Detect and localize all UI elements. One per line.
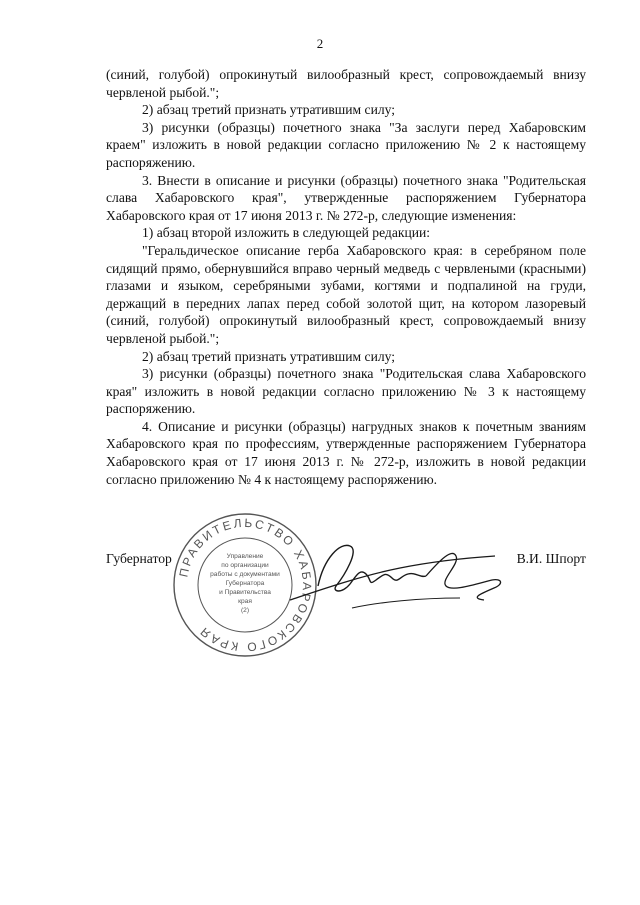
paragraph: 4. Описание и рисунки (образцы) нагрудных знаков к почетным званиям Хабаровского края по профессиям, утвержденные распоряжением Губернатора Хабаровского края от 17 июня 2013 г. № 272-р, изложить в новой редакции согласно приложению № 4 к настоящему распоряжению. xyxy=(106,418,586,487)
paragraph: 2) абзац третий признать утратившим силу; xyxy=(142,102,396,118)
signer-name: В.И. Шпорт xyxy=(516,551,586,566)
paragraph: 2) абзац третий признать утратившим силу; xyxy=(142,348,396,364)
page-number: 2 xyxy=(316,36,324,51)
stamp-center-line: по организации xyxy=(221,562,269,569)
paragraph: 3. Внести в описание и рисунки (образцы) почетного знака "Родительская слава Хабаровского края", утвержденные распоряжением Губернатора Хабаровского края от 17 июня 2013 г. № 272-р, следующие изменения: xyxy=(106,172,586,223)
stamp-center-line: и Правительства xyxy=(219,589,271,596)
paragraph: (синий, голубой) опрокинутый вилообразный крест, сопровождаемый внизу червленой рыбой."; xyxy=(106,67,586,100)
stamp-center-line: края xyxy=(238,598,252,605)
paragraph: "Геральдическое описание герба Хабаровского края: в серебряном поле сидящий прямо, обернувшийся вправо черный медведь с червлеными (красными) глазами и языком, серебряными зубами, когтями и подпалиной на груди, держащий в передних лапах перед собой золотой щит, на котором лазоревый (синий, голубой) опрокинутый вилообразный крест, сопровождаемый внизу червленой рыбой."; xyxy=(106,242,586,346)
stamp-center-line: работы с документами xyxy=(210,571,280,578)
stamp-center-line: (2) xyxy=(240,607,250,614)
document-body xyxy=(106,66,586,488)
stamp-center-line: Управление xyxy=(226,553,264,560)
stamp-ring-text: ПРАВИТЕЛЬСТВО ХАБАРОВСКОГО КРАЯ xyxy=(176,515,315,655)
paragraph: 3) рисунки (образцы) почетного знака "Родительская слава Хабаровского края" изложить в новой редакции согласно приложению № 3 к настоящему распоряжению. xyxy=(106,366,586,417)
paragraph: 1) абзац второй изложить в следующей редакции: xyxy=(142,225,431,241)
paragraph: 3) рисунки (образцы) почетного знака "За заслуги перед Хабаровским краем" изложить в новой редакции согласно приложению № 2 к настоящему распоряжению. xyxy=(106,119,586,170)
handwritten-signature xyxy=(280,528,510,618)
stamp-center-line: Губернатора xyxy=(225,580,265,587)
signer-title: Губернатор xyxy=(106,551,172,566)
